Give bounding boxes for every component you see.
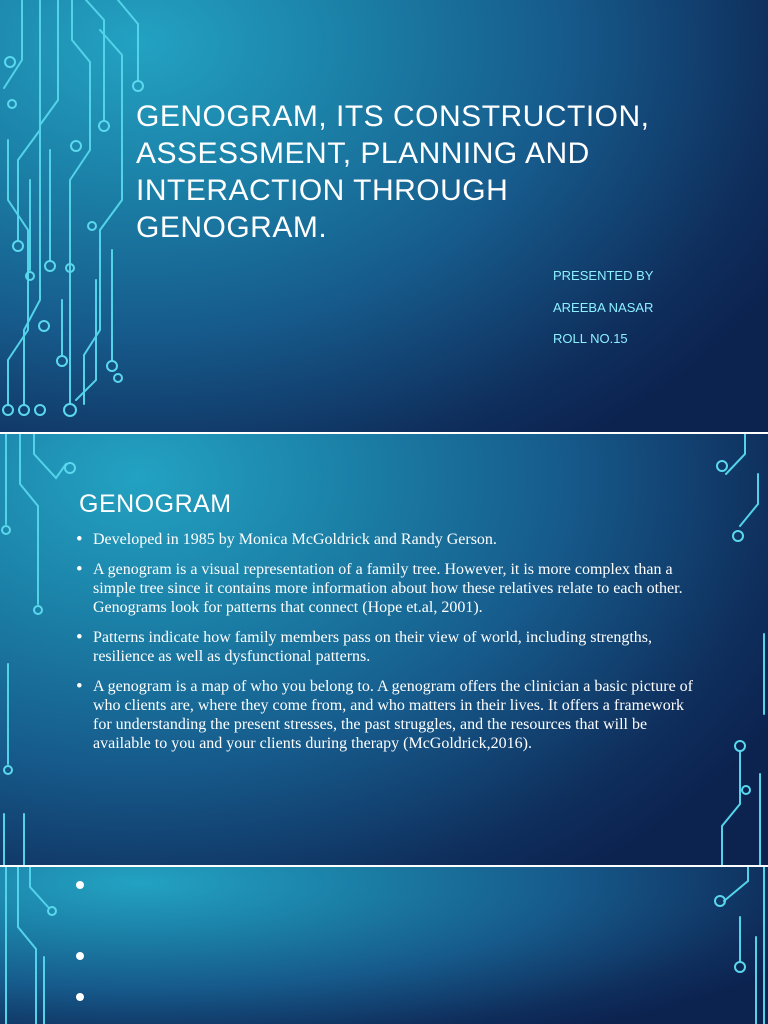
- title-line-4: GENOGRAM.: [136, 211, 328, 244]
- title-slide: [0, 0, 768, 432]
- empty-bullet: [76, 881, 84, 889]
- slide-title: [136, 98, 696, 246]
- bullet-item: • A genogram is a visual representation of a family tree. However, it is more complex than a simple tree since it contains more information about how these relatives relate to each other. Genograms look for patterns that connect (Hope et.al, 2001).: [76, 560, 706, 617]
- title-line-1: GENOGRAM, ITS CONSTRUCTION,: [136, 100, 650, 133]
- bullet-list: [76, 530, 706, 764]
- presented-by-label: PRESENTED BY: [553, 268, 654, 283]
- empty-bullet: [76, 993, 84, 1001]
- bullet-item: • A genogram is a map of who you belong to. A genogram offers the clinician a basic picture of who clients are, where they come from, and who matters in their lives. It offers a framework for understanding the present stresses, the past struggles, and the resources that will be available to you and your clients during therapy (McGoldrick,2016).: [76, 677, 706, 753]
- presenter-name: AREEBA NASAR: [553, 300, 654, 315]
- slide-heading: GENOGRAM: [79, 490, 232, 518]
- bullet-item: • Developed in 1985 by Monica McGoldrick and Randy Gerson.: [76, 530, 706, 549]
- roll-number: ROLL NO.15: [553, 331, 628, 346]
- circuit-board-decoration: [0, 867, 768, 1024]
- genogram-slide: [0, 434, 768, 865]
- empty-bullet: [76, 952, 84, 960]
- title-line-2: ASSESSMENT, PLANNING AND: [136, 137, 590, 170]
- bullet-item: • Patterns indicate how family members pass on their view of world, including strengths, resilience as well as dysfunctional patterns.: [76, 628, 706, 666]
- next-slide-partial: [0, 867, 768, 1024]
- title-line-3: INTERACTION THROUGH: [136, 174, 509, 207]
